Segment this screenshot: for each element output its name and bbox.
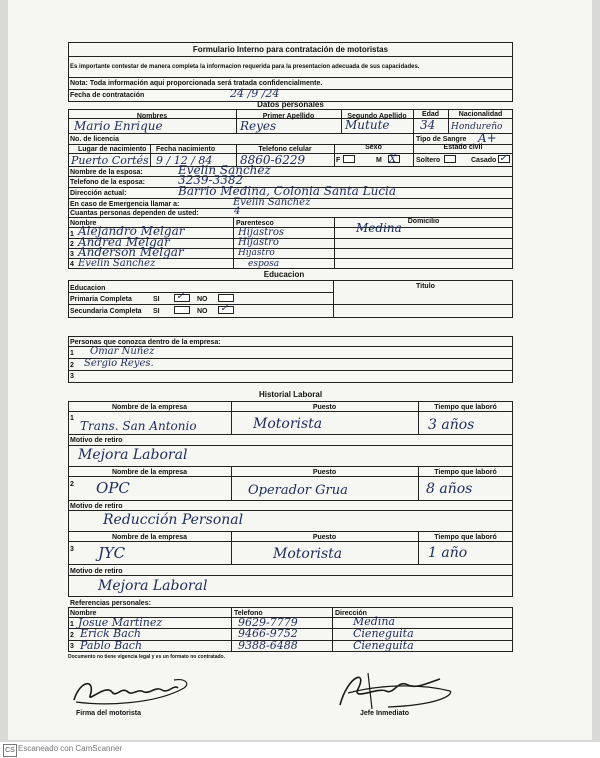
jefe-inmediato-label: Jefe Inmediato bbox=[360, 710, 410, 717]
motivo-label: Motivo de retiro bbox=[70, 503, 123, 510]
form-intro: Es importante contestar de manera completa la informacion requerida para la presentacion adecuada de sus capacidades. bbox=[70, 64, 420, 70]
conocido-num: 2 bbox=[70, 362, 74, 369]
emergencia-label: En caso de Emergencia llamar a: bbox=[70, 201, 180, 208]
esposa-value: Evelin Sanchez bbox=[178, 163, 271, 177]
direccion-value: Barrio Medina, Colonia Santa Lucia bbox=[178, 184, 397, 198]
nacionalidad-value: Hondureño bbox=[451, 122, 503, 132]
form-paper bbox=[8, 0, 592, 740]
ref-telefono: 9466-9752 bbox=[238, 627, 298, 640]
job-num: 1 bbox=[70, 415, 74, 422]
secundaria-no-label: NO bbox=[197, 308, 208, 315]
job-motivo: Mejora Laboral bbox=[98, 578, 208, 594]
educacion-label: Educacion bbox=[70, 285, 106, 292]
primaria-no-checkbox[interactable] bbox=[218, 294, 234, 302]
job-num: 2 bbox=[70, 481, 74, 488]
job-empresa: JYC bbox=[98, 544, 126, 562]
secundaria-label: Secundaria Completa bbox=[70, 308, 142, 315]
ref-telefono: 9388-6488 bbox=[238, 639, 298, 652]
soltero-checkbox[interactable] bbox=[444, 155, 456, 163]
fecha-nacimiento-value: 9 / 12 / 84 bbox=[156, 154, 213, 167]
conocido-num: 1 bbox=[70, 350, 74, 357]
job-empresa: Trans. San Antonio bbox=[80, 419, 197, 433]
dependent-relation: Hijastros bbox=[238, 227, 285, 238]
job-motivo: Mejora Laboral bbox=[78, 447, 188, 463]
ref-nombre: Josue Martinez bbox=[78, 616, 163, 629]
motorista-signature bbox=[66, 670, 196, 710]
h-empresa: Nombre de la empresa bbox=[111, 469, 188, 476]
h-tiempo: Tiempo que laboró bbox=[434, 404, 497, 411]
dependen-value: 4 bbox=[234, 206, 241, 217]
ref-direccion: Cieneguita bbox=[353, 639, 414, 652]
dependent-name: Andrea Melgar bbox=[78, 235, 170, 249]
date-label: Fecha de contratación bbox=[70, 92, 145, 99]
primer-apellido-value: Reyes bbox=[240, 119, 277, 133]
ref-nombre: Pablo Bach bbox=[80, 639, 143, 652]
edad-value: 34 bbox=[420, 118, 436, 132]
h-nombres: Nombres bbox=[136, 113, 168, 120]
ref-num: 1 bbox=[70, 621, 74, 628]
conocido-name: Omar Núñez bbox=[90, 346, 155, 357]
job-puesto: Motorista bbox=[273, 546, 343, 562]
form-note: Nota: Toda información aqui proporcionada será tratada confidencialmente. bbox=[70, 80, 323, 87]
firma-motorista-label: Firma del motorista bbox=[76, 710, 141, 717]
tel-esposa-value: 3239-3382 bbox=[178, 173, 244, 187]
conocidos-label: Personas que conozca dentro de la empresa: bbox=[70, 339, 221, 346]
primaria-no-label: NO bbox=[197, 296, 208, 303]
esposa-label: Nombre de la esposa: bbox=[70, 169, 143, 176]
dependent-num: 1 bbox=[70, 231, 74, 238]
h-segundo-apellido: Segundo Apellido bbox=[347, 113, 407, 120]
camscanner-icon: CS bbox=[3, 744, 17, 757]
ref-nombre: Erick Bach bbox=[80, 627, 142, 640]
job-puesto: Motorista bbox=[253, 416, 323, 432]
primaria-si-mark: ✓ bbox=[176, 291, 185, 302]
historial-section-title: Historial Laboral bbox=[258, 390, 323, 399]
sexo-m-mark: X bbox=[389, 154, 397, 165]
casado-label: Casado bbox=[471, 157, 497, 164]
dependent-relation: esposa bbox=[248, 259, 280, 269]
ref-num: 2 bbox=[70, 632, 74, 639]
h-lugar-nacimiento: Lugar de nacimiento bbox=[78, 146, 147, 153]
ref-direccion: Cieneguita bbox=[353, 627, 414, 640]
motivo-label: Motivo de retiro bbox=[70, 437, 123, 444]
legal-note: Documento no tiene vigencia legal y es un formato no contratado. bbox=[68, 654, 225, 660]
conocido-name: Sergio Reyes. bbox=[84, 358, 154, 369]
dependent-name: Evelin Sanchez bbox=[78, 258, 156, 269]
h-primer-apellido: Primer Apellido bbox=[262, 113, 315, 120]
h-dep-domicilio: Domicilio bbox=[407, 218, 440, 225]
h-tiempo: Tiempo que laboró bbox=[434, 534, 497, 541]
dependent-name: Alejandro Melgar bbox=[78, 224, 185, 238]
h-nacionalidad: Nacionalidad bbox=[458, 111, 503, 118]
h-puesto: Puesto bbox=[312, 404, 337, 411]
h-edad: Edad bbox=[421, 111, 440, 118]
h-ref-direccion: Dirección bbox=[335, 610, 367, 617]
casado-mark: ✓ bbox=[499, 153, 508, 164]
secundaria-si-checkbox[interactable] bbox=[174, 306, 190, 314]
h-tiempo: Tiempo que laboró bbox=[434, 469, 497, 476]
scanner-footer bbox=[0, 742, 600, 758]
segundo-apellido-value: Mutute bbox=[345, 118, 390, 132]
telefono-celular-value: 8860-6229 bbox=[240, 153, 306, 167]
conocido-num: 3 bbox=[70, 373, 74, 380]
ref-telefono: 9629-7779 bbox=[238, 616, 298, 629]
sexo-f-checkbox[interactable] bbox=[343, 155, 355, 163]
personal-section-title: Datos personales bbox=[257, 100, 324, 109]
ref-direccion: Medina bbox=[353, 615, 395, 628]
lugar-nacimiento-value: Puerto Cortés bbox=[71, 154, 149, 167]
job-empresa: OPC bbox=[96, 479, 130, 497]
dependen-label: Cuantas personas dependen de usted: bbox=[70, 210, 199, 217]
date-value: 24 /9 /24 bbox=[230, 87, 280, 100]
dependent-name: Anderson Melgar bbox=[78, 245, 184, 259]
h-estado-civil: Estado civil bbox=[443, 144, 483, 151]
job-puesto: Operador Grua bbox=[248, 483, 348, 498]
h-puesto: Puesto bbox=[312, 534, 337, 541]
nombres-value: Mario Enrique bbox=[74, 119, 163, 133]
ref-num: 3 bbox=[70, 643, 74, 650]
h-sexo: Sexo bbox=[365, 144, 382, 151]
motivo-label: Motivo de retiro bbox=[70, 568, 123, 575]
job-tiempo: 1 año bbox=[428, 545, 468, 561]
emergencia-value: Evelin Sanchez bbox=[233, 197, 311, 208]
h-fecha-nacimiento: Fecha nacimiento bbox=[156, 146, 216, 153]
dependent-address: Medina bbox=[356, 221, 402, 235]
sexo-m-label: M bbox=[376, 157, 382, 164]
h-dep-parentesco: Parentesco bbox=[236, 220, 274, 227]
tipo-sangre-value: A+ bbox=[478, 131, 497, 145]
tel-esposa-label: Telefono de la esposa: bbox=[70, 179, 145, 186]
h-empresa: Nombre de la empresa bbox=[111, 534, 188, 541]
h-puesto: Puesto bbox=[312, 469, 337, 476]
direccion-label: Dirección actual: bbox=[70, 190, 127, 197]
licencia-label: No. de licencia bbox=[70, 136, 120, 143]
referencias-label: Referencias personales: bbox=[70, 600, 151, 607]
educacion-section-title: Educacion bbox=[263, 270, 305, 279]
h-ref-nombre: Nombre bbox=[70, 610, 97, 617]
job-num: 3 bbox=[70, 546, 74, 553]
jefe-signature bbox=[328, 665, 458, 713]
primaria-si-label: SI bbox=[153, 296, 160, 303]
secundaria-si-label: SI bbox=[153, 308, 160, 315]
scanner-label: Escaneado con CamScanner bbox=[18, 744, 123, 753]
h-dep-nombre: Nombre bbox=[70, 220, 97, 227]
dependent-relation: Hijastro bbox=[238, 237, 279, 248]
h-empresa: Nombre de la empresa bbox=[111, 404, 188, 411]
dependent-num: 3 bbox=[70, 251, 74, 258]
sexo-f-label: F bbox=[336, 157, 341, 164]
primaria-label: Primaria Completa bbox=[70, 296, 132, 303]
job-tiempo: 8 años bbox=[426, 481, 473, 497]
dependent-relation: Hijastro bbox=[238, 248, 275, 258]
secundaria-no-mark: ✓ bbox=[220, 303, 229, 314]
dependent-num: 2 bbox=[70, 241, 74, 248]
h-telefono-celular: Telefono celular bbox=[258, 146, 312, 153]
titulo-label: Titulo bbox=[416, 283, 435, 290]
tipo-sangre-label: Tipo de Sangre bbox=[416, 136, 467, 143]
soltero-label: Soltero bbox=[416, 157, 441, 164]
job-motivo: Reducción Personal bbox=[103, 512, 244, 528]
job-tiempo: 3 años bbox=[428, 417, 475, 433]
h-ref-telefono: Telefono bbox=[234, 610, 263, 617]
dependent-num: 4 bbox=[70, 261, 74, 268]
form-title: Formulario Interno para contratación de motoristas bbox=[192, 45, 389, 54]
